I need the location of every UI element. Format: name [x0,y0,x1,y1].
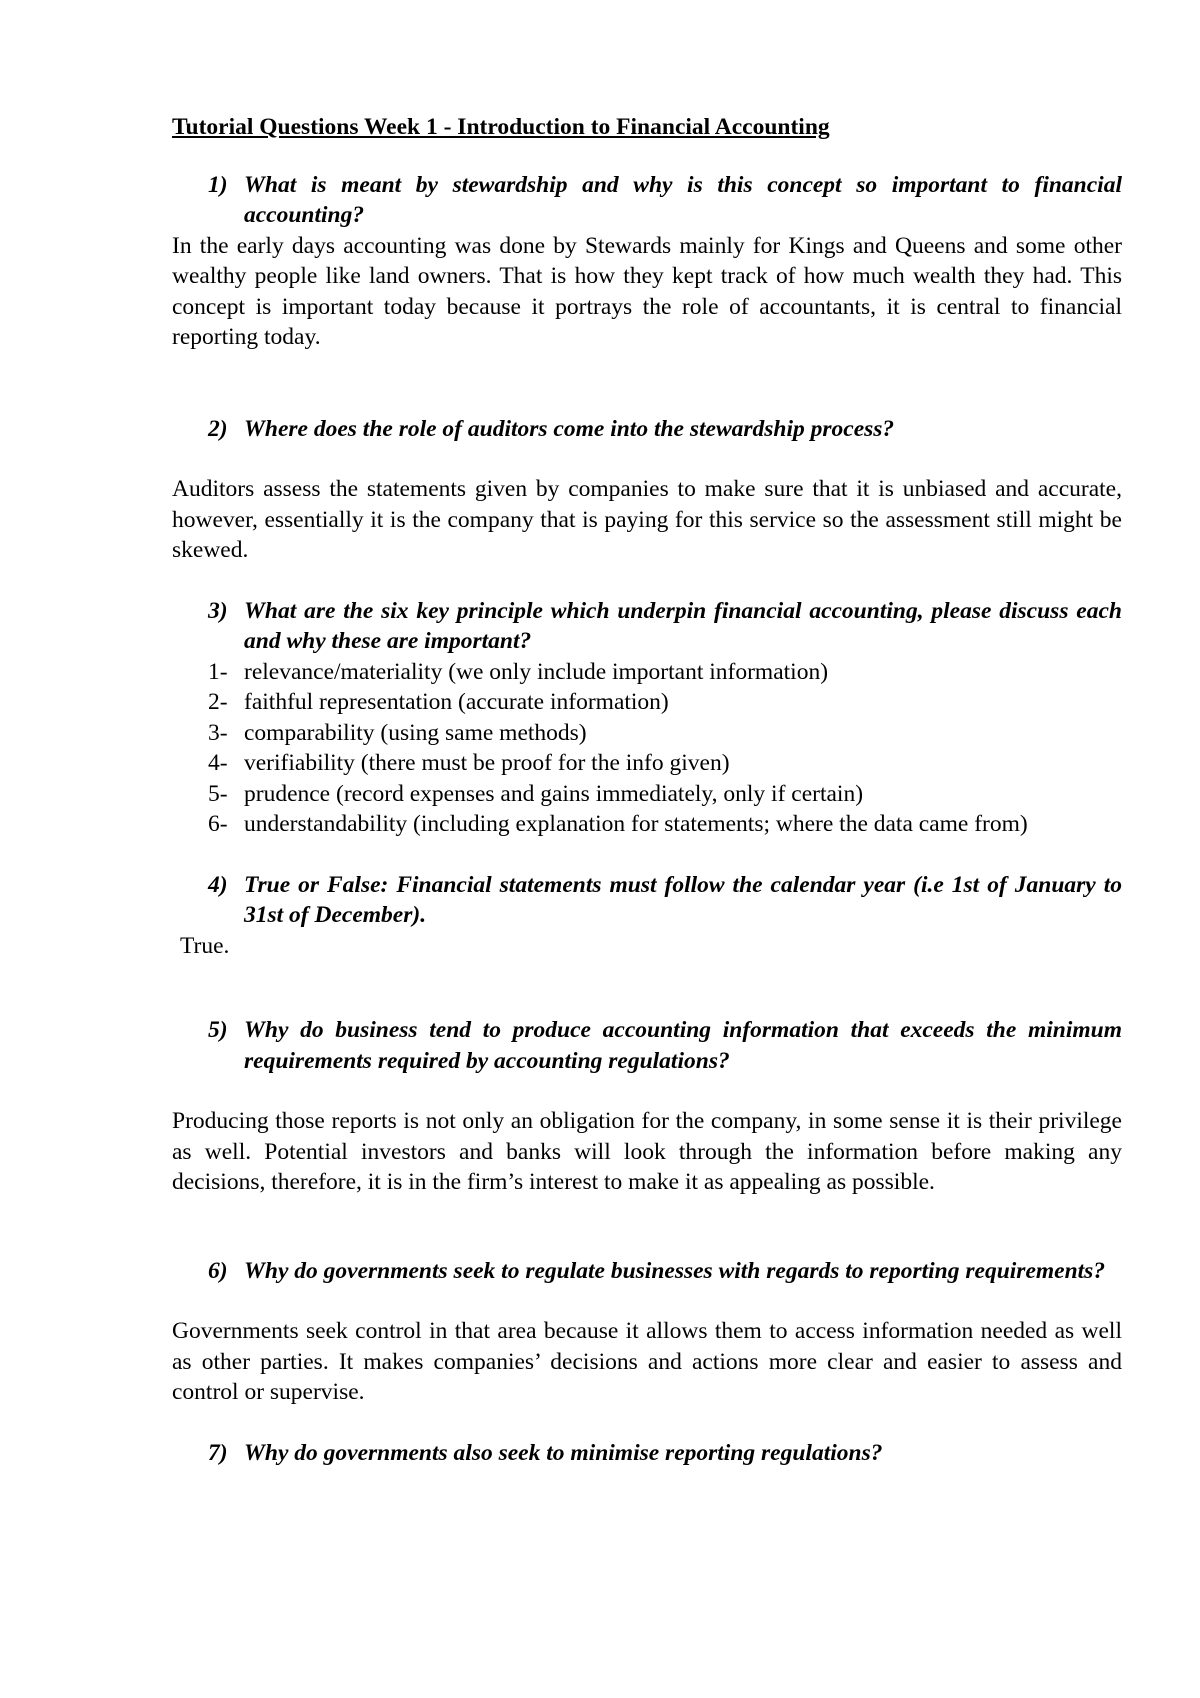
question-6 [172,1256,1122,1287]
principle-item [172,687,1122,718]
question-1-number: 1) [208,171,228,198]
principle-item-number: 3- [208,719,228,746]
question-3 [172,596,1122,657]
principle-item-number: 4- [208,750,228,776]
question-2-text: Where does the role of auditors come into the stewardship process? [244,415,895,442]
principle-item-number: 2- [208,689,228,715]
question-2 [172,414,1122,445]
question-5 [172,1015,1122,1076]
answer-1: In the early days accounting was done by Stewards mainly for Kings and Queens and some other wealthy people like land owners. That is how they kept track of how much wealth they had. This concept is important today because it portrays the role of accountants, it is central to financial reporting today. [172,232,1122,350]
question-2-number: 2) [208,415,228,442]
question-4 [172,870,1122,931]
question-5-text: Why do business tend to produce accounting information that exceeds the minimum requirements required by accounting regulations? [244,1017,1122,1074]
answer-2: Auditors assess the statements given by companies to make sure that it is unbiased and accurate, however, essentially it is the company that is paying for this service so the assessment still might be skewed. [172,476,1122,563]
principle-item-text: verifiability (there must be proof for the info given) [244,750,730,776]
document-page [172,112,1122,1468]
question-3-text: What are the six key principle which underpin financial accounting, please discuss each and why these are important? [244,597,1122,654]
question-6-text: Why do governments seek to regulate businesses with regards to reporting requirements? [244,1257,1106,1284]
principle-item [172,779,1122,810]
answer-5: Producing those reports is not only an obligation for the company, in some sense it is their privilege as well. Potential investors and banks will look through the information before making any decisions, therefore, it is in the firm’s interest to make it as appealing as possible. [172,1108,1122,1195]
question-6-number: 6) [208,1257,228,1284]
question-7-text: Why do governments also seek to minimise reporting regulations? [244,1439,883,1466]
question-4-text: True or False: Financial statements must follow the calendar year (i.e 1st of January to 31st of December). [244,871,1122,928]
principle-item [172,718,1122,749]
principle-item-text: faithful representation (accurate information) [244,689,669,715]
principle-item-text: prudence (record expenses and gains immediately, only if certain) [244,780,864,807]
principle-item-text: understandability (including explanation for statements; where the data came from) [244,811,1028,837]
question-7 [172,1438,1122,1469]
question-1 [172,170,1122,231]
document-title: Tutorial Questions Week 1 - Introduction to Financial Accounting [172,114,830,140]
question-1-text: What is meant by stewardship and why is this concept so important to financial accounting? [244,171,1122,228]
principle-item-text: comparability (using same methods) [244,719,587,746]
answer-4: True. [180,932,230,959]
question-5-number: 5) [208,1017,228,1043]
principle-item-number: 6- [208,811,228,837]
answer-6: Governments seek control in that area because it allows them to access information needed as well as other parties. It makes companies’ decisions and actions more clear and easier to assess and control or supervise. [172,1318,1122,1405]
principle-item [172,748,1122,779]
question-7-number: 7) [208,1439,228,1466]
principle-item [172,657,1122,688]
principle-item [172,809,1122,840]
principle-item-text: relevance/materiality (we only include important information) [244,658,829,685]
principle-item-number: 5- [208,780,228,807]
question-4-number: 4) [208,871,228,898]
question-3-number: 3) [208,597,228,624]
principle-item-number: 1- [208,658,228,685]
